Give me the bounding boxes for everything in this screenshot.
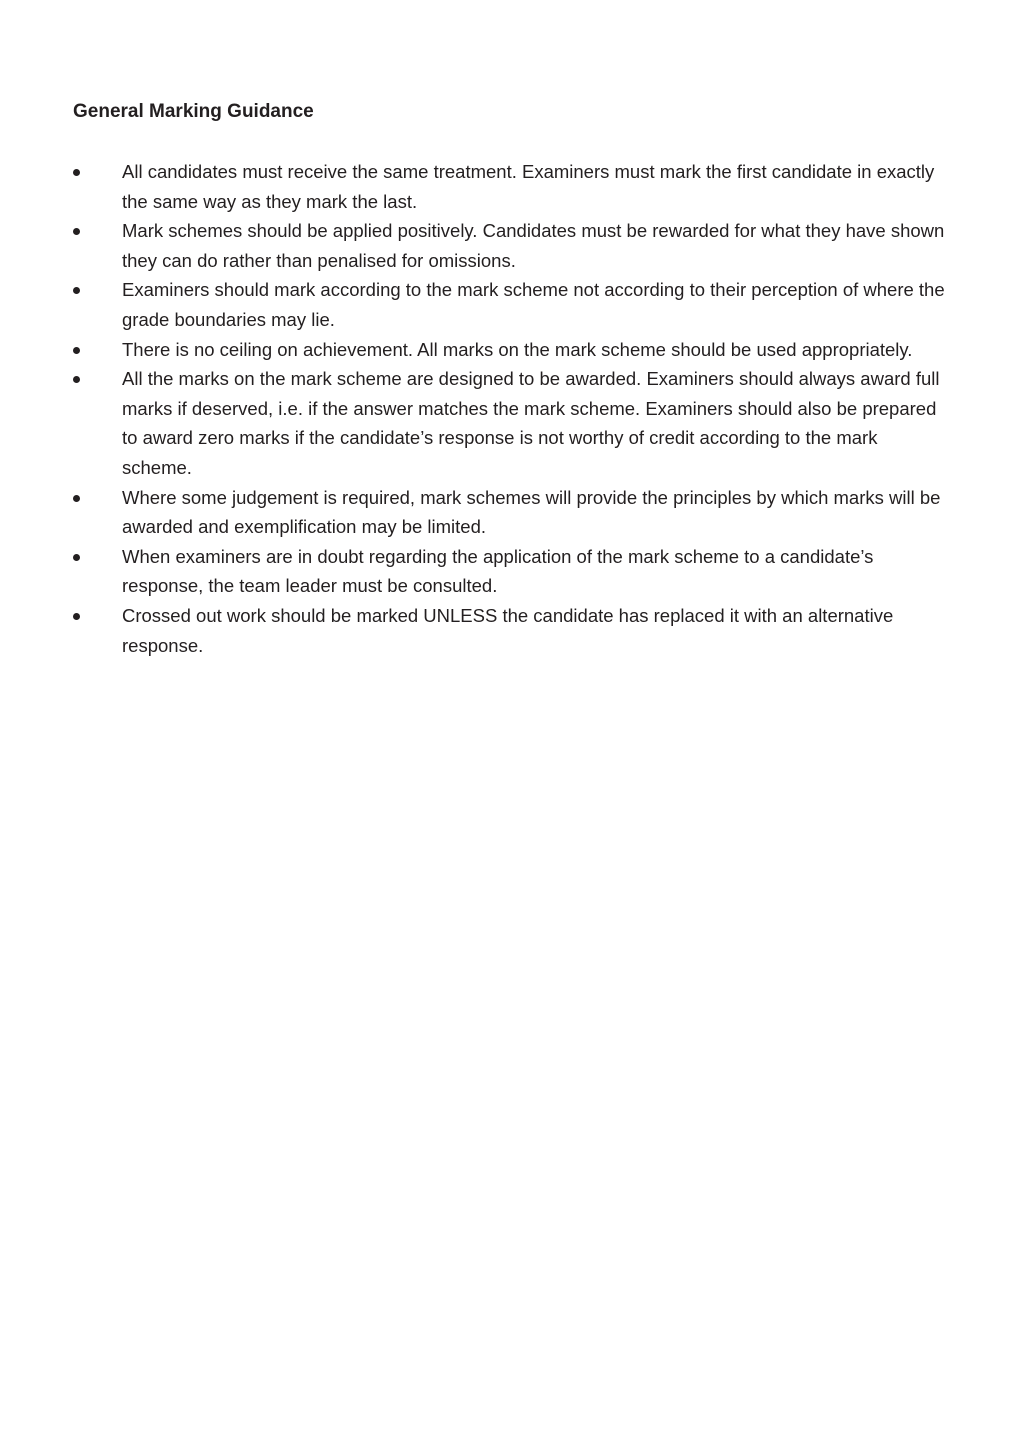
list-item (0, 275, 952, 334)
list-item-text: Crossed out work should be marked UNLESS the candidate has replaced it with an alternative response. (122, 604, 894, 656)
bullet-icon (73, 554, 80, 561)
bullet-icon (73, 376, 80, 383)
page-title: General Marking Guidance (73, 101, 314, 122)
list-item-text: Mark schemes should be applied positively. Candidates must be rewarded for what they have shown they can do rather than penalised for omissions. (122, 220, 945, 271)
guidance-list (0, 157, 1023, 660)
list-item (0, 483, 952, 542)
bullet-icon (73, 287, 80, 294)
bullet-icon (73, 169, 80, 176)
list-item (0, 157, 952, 216)
list-item (0, 216, 952, 275)
bullet-icon (73, 228, 80, 235)
list-item-text: There is no ceiling on achievement. All marks on the mark scheme should be used appropriately. (122, 338, 913, 360)
list-item-text: Examiners should mark according to the mark scheme not according to their perception of where the grade boundaries may lie. (122, 279, 945, 330)
list-item-text: All candidates must receive the same treatment. Examiners must mark the first candidate in exactly the same way as they mark the last. (122, 161, 935, 212)
list-item (0, 542, 952, 601)
list-item (0, 601, 952, 660)
bullet-icon (73, 495, 80, 502)
list-item-text: All the marks on the mark scheme are designed to be awarded. Examiners should always award full marks if deserved, i.e. if the answer matches the mark scheme. Examiners should also be prepared to award zero marks if the candidate’s response is not worthy of credit according to the mark scheme. (122, 368, 940, 478)
list-item (0, 364, 952, 482)
list-item-text: Where some judgement is required, mark schemes will provide the principles by which marks will be awarded and exemplification may be limited. (122, 486, 941, 538)
list-item (0, 335, 952, 365)
list-item-text: When examiners are in doubt regarding the application of the mark scheme to a candidate’s response, the team leader must be consulted. (122, 545, 874, 597)
bullet-icon (73, 613, 80, 620)
bullet-icon (73, 347, 80, 354)
